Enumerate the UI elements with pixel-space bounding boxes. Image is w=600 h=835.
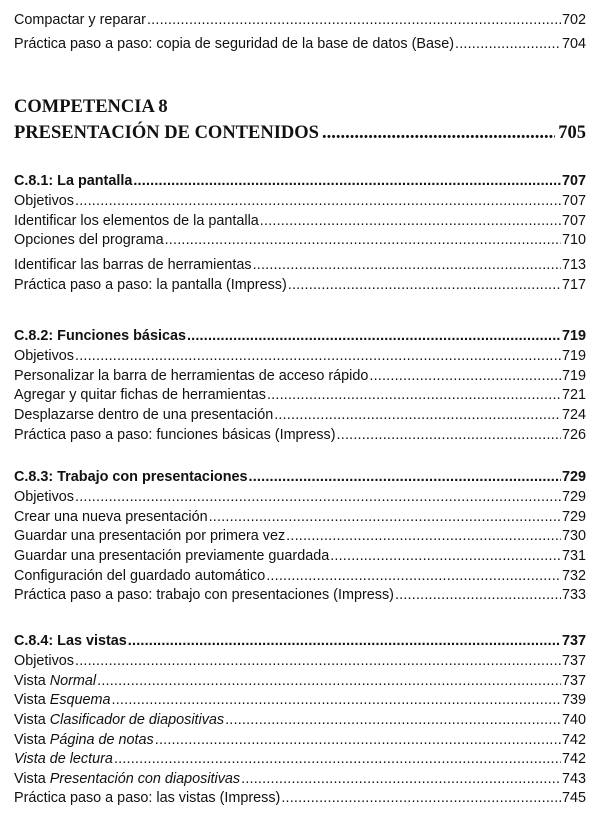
leader-dots [286,527,561,545]
toc-entry [14,231,586,249]
toc-entry [14,672,586,690]
toc-entry [14,35,586,53]
leader-dots [288,276,561,294]
entry-page: 710 [561,232,586,249]
toc-entry [14,770,586,788]
section-title: C.8.2: Funciones básicas [14,328,186,344]
leader-dots [75,652,561,670]
entry-page: 726 [561,426,586,443]
entry-title: Vista Esquema [14,692,111,709]
entry-page: 732 [561,567,586,584]
toc-entry [14,406,586,424]
leader-dots [249,468,561,486]
entry-title-italic: Clasificador de diapositivas [49,711,225,728]
entry-title: Guardar una presentación por primera vez [14,528,286,545]
leader-dots [112,691,561,709]
section-heading [14,172,586,190]
entry-page: 724 [561,406,586,423]
entry-title: Opciones del programa [14,232,164,249]
leader-dots [395,586,561,604]
toc-entry [14,586,586,604]
leader-dots [209,508,561,526]
section-heading [14,632,586,650]
section-title: C.8.3: Trabajo con presentaciones [14,469,248,485]
entry-title: Objetivos [14,348,74,365]
entry-page: 729 [561,489,586,506]
entry-page: 739 [561,692,586,709]
entry-page: 742 [561,731,586,748]
leader-dots [281,789,561,807]
toc-entry [14,386,586,404]
leader-dots [225,711,561,729]
toc-entry [14,508,586,526]
leader-dots [267,386,561,404]
entry-page: 731 [561,547,586,564]
toc-entry [14,691,586,709]
entry-title: Práctica paso a paso: copia de seguridad de la base de datos (Base) [14,36,454,52]
leader-dots [187,327,561,345]
entry-title [14,750,113,768]
entry-title: Agregar y quitar fichas de herramientas [14,387,266,404]
entry-title: Personalizar la barra de herramientas de acceso rápido [14,367,369,384]
competencia-name: PRESENTACIÓN DE CONTENIDOS [14,123,319,143]
entry-title: Crear una nueva presentación [14,508,208,525]
toc-entry [14,789,586,807]
entry-title: Vista Página de notas [14,731,154,748]
entry-page: 721 [561,387,586,404]
leader-dots [128,632,561,650]
section-page: 729 [561,469,586,485]
entry-title: Vista Normal [14,672,97,689]
leader-dots [253,256,561,274]
leader-dots [455,35,561,53]
toc-entry [14,711,586,729]
leader-dots [75,347,561,365]
entry-page: 719 [561,367,586,384]
leader-dots [266,567,561,585]
toc-entry [14,347,586,365]
toc-entry [14,527,586,545]
leader-dots [97,672,561,690]
toc-entry [14,750,586,768]
leader-dots [330,547,561,565]
toc-entry [14,652,586,670]
leader-dots [147,11,561,29]
entry-page: 729 [561,508,586,525]
entry-page: 702 [561,12,586,28]
entry-page: 717 [561,276,586,293]
toc-entry [14,731,586,749]
competencia-number: COMPETENCIA 8 [14,97,168,117]
entry-title: Compactar y reparar [14,12,146,28]
entry-page: 737 [561,653,586,670]
section-page: 707 [561,173,586,189]
entry-title: Práctica paso a paso: funciones básicas (Impress) [14,426,336,443]
entry-page: 745 [561,790,586,807]
toc-entry [14,256,586,274]
entry-page: 733 [561,587,586,604]
section-page: 719 [561,328,586,344]
entry-page: 713 [561,256,586,273]
entry-title: Identificar los elementos de la pantalla [14,212,259,229]
entry-title: Identificar las barras de herramientas [14,256,252,273]
leader-dots [165,231,561,249]
toc-entry [14,11,586,29]
toc-entry [14,367,586,385]
section-title: C.8.4: Las vistas [14,633,127,649]
entry-page: 704 [561,36,586,52]
entry-title-italic: Esquema [49,692,111,709]
leader-dots [75,488,561,506]
toc-entry [14,488,586,506]
entry-title: Objetivos [14,489,74,506]
competencia-page: 705 [558,123,586,143]
leader-dots [322,122,555,144]
entry-title-italic: Presentación con diapositivas [49,770,241,787]
toc-entry [14,547,586,565]
toc-entry [14,567,586,585]
leader-dots [260,212,561,230]
toc-entry [14,212,586,230]
leader-dots [133,172,561,190]
entry-page: 743 [561,770,586,787]
entry-title: Práctica paso a paso: trabajo con presentaciones (Impress) [14,587,394,604]
entry-title: Guardar una presentación previamente guardada [14,547,330,564]
competencia-title [14,122,586,144]
entry-title-italic: Normal [49,672,97,689]
section-heading [14,468,586,486]
leader-dots [114,750,561,768]
entry-title-italic: Vista de lectura [14,751,113,768]
leader-dots [75,192,561,210]
entry-title-italic: Página de notas [49,731,154,748]
entry-title: Vista Clasificador de diapositivas [14,711,225,728]
entry-title: Práctica paso a paso: la pantalla (Impress) [14,276,287,293]
entry-page: 742 [561,751,586,768]
entry-title: Desplazarse dentro de una presentación [14,406,274,423]
leader-dots [369,367,561,385]
entry-title: Práctica paso a paso: las vistas (Impress) [14,790,281,807]
toc-entry [14,276,586,294]
entry-page: 730 [561,528,586,545]
leader-dots [274,406,561,424]
section-title: C.8.1: La pantalla [14,173,133,189]
section-heading [14,327,586,345]
leader-dots [155,731,561,749]
section-page: 737 [561,633,586,649]
entry-title: Vista Presentación con diapositivas [14,770,241,787]
toc-entry [14,426,586,444]
entry-page: 707 [561,193,586,210]
toc-entry [14,192,586,210]
entry-title: Objetivos [14,653,74,670]
entry-page: 740 [561,711,586,728]
leader-dots [337,426,561,444]
entry-page: 707 [561,212,586,229]
entry-title: Objetivos [14,193,74,210]
entry-page: 737 [561,672,586,689]
entry-title: Configuración del guardado automático [14,567,266,584]
leader-dots [241,770,561,788]
entry-page: 719 [561,348,586,365]
